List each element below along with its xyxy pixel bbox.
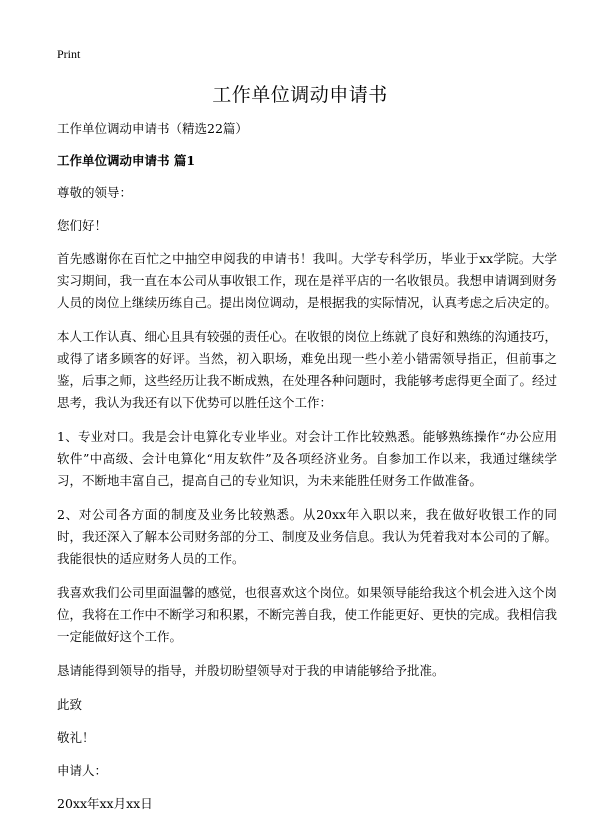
body-paragraph: 我喜欢我们公司里面温馨的感觉，也很喜欢这个岗位。如果领导能给我这个机会进入这个岗位，我将在工作中不断学习和积累，不断完善自我，使工作能更好、更快的完成。我相信我一定能做好这个工作。 xyxy=(57,585,558,644)
body-paragraph: 首先感谢你在百忙之中抽空申阅我的申请书！我叫。大学专科学历，毕业于xx学院。大学实习期间，我一直在本公司从事收银工作，现在是祥平店的一名收银员。我想申请调到财务人员的岗位上继续历练自己。提出岗位调动，是根据我的实际情况，认真考虑之后决定的。 xyxy=(57,251,558,310)
body-paragraph: 本人工作认真、细心且具有较强的责任心。在收银的岗位上练就了良好和熟练的沟通技巧，或得了诸多顾客的好评。当然，初入职场，难免出现一些小差小错需领导指正，但前事之鉴，后事之师，这些经历让我不断成熟，在处理各种问题时，我能够考虑得更全面了。经过思考，我认为我还有以下优势可以胜任这个工作： xyxy=(57,329,558,410)
section-heading: 工作单位调动申请书 篇1 xyxy=(57,153,196,168)
body-paragraph: 恳请能得到领导的指导，并殷切盼望领导对于我的申请能够给予批准。 xyxy=(57,663,445,678)
closing-line: 此致 xyxy=(57,697,83,712)
body-paragraph: 1、专业对口。我是会计电算化专业毕业。对会计工作比较熟悉。能够熟练操作“办公应用软件”中高级、会计电算化“用友软件”及各项经济业务。自参加工作以来，我通过继续学习，不断地丰富自己，提高自己的专业知识，为未来能胜任财务工作做准备。 xyxy=(57,429,557,488)
salutation: 尊敬的领导： xyxy=(57,185,133,200)
document-body xyxy=(57,118,557,826)
date-line: 20xx年xx月xx日 xyxy=(57,796,153,811)
closing-salute: 敬礼！ xyxy=(57,730,95,745)
greeting: 您们好！ xyxy=(57,218,108,233)
page-title: 工作单位调动申请书 xyxy=(212,84,388,106)
body-paragraph: 2、对公司各方面的制度及业务比较熟悉。从20xx年入职以来，我在做好收银工作的同时，我还深入了解本公司财务部的分工、制度及业务信息。我认为凭着我对本公司的了解。我能很快的适应财务人员的工作。 xyxy=(57,507,558,566)
print-link[interactable]: Print xyxy=(57,47,81,61)
applicant-label: 申请人： xyxy=(57,763,108,778)
document-subtitle: 工作单位调动申请书（精选22篇） xyxy=(57,121,248,136)
